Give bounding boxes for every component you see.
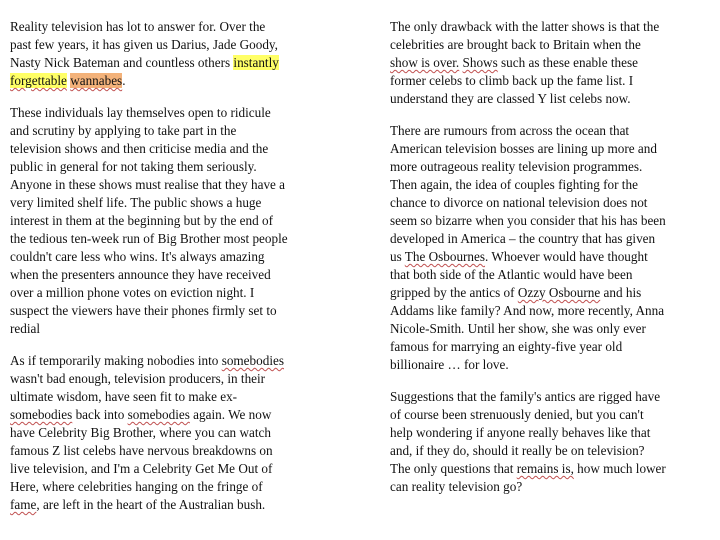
- text-run: have Celebrity Big Brother, where you can watch: [10, 425, 271, 440]
- text-line: [390, 460, 712, 478]
- text-line: [390, 36, 712, 54]
- text-run: can reality television go?: [390, 479, 523, 494]
- misspelled-word: fame: [10, 497, 37, 512]
- text-line: [390, 442, 712, 460]
- paragraph-4: [390, 18, 712, 108]
- text-line: [390, 158, 712, 176]
- paragraph-2: [10, 104, 340, 338]
- text-run: the tedious ten-week run of Big Brother most people: [10, 231, 288, 246]
- text-line: [10, 194, 340, 212]
- text-run: live television, and I'm a Celebrity Get Me Out of: [10, 461, 273, 476]
- text-run: of course been strenuously denied, but you can't: [390, 407, 644, 422]
- text-run: Suggestions that the family's antics are rigged have: [390, 389, 661, 404]
- text-line: [10, 18, 340, 36]
- text-line: [10, 140, 340, 158]
- text-line: [10, 424, 340, 442]
- text-run: The only drawback with the latter shows is that the: [390, 19, 660, 34]
- text-run: seem so bizarre when you consider that his has been: [390, 213, 666, 228]
- text-line: [10, 352, 340, 370]
- text-line: [10, 266, 340, 284]
- text-run: famous Z list celebs have nervous breakdowns on: [10, 443, 273, 458]
- text-line: [10, 284, 340, 302]
- text-line: [10, 248, 340, 266]
- highlighted-misspelled-word: forgettable: [10, 73, 67, 88]
- text-line: [390, 176, 712, 194]
- text-line: [390, 248, 712, 266]
- text-run: American television bosses are lining up more and: [390, 141, 657, 156]
- paragraph-3: [10, 352, 340, 514]
- text-line: [390, 356, 712, 374]
- text-run: famous for marrying an eighty-five year old: [390, 339, 623, 354]
- text-line: [10, 442, 340, 460]
- text-line: [390, 424, 712, 442]
- text-run: As if temporarily making nobodies into: [10, 353, 222, 368]
- text-run: suspect the viewers have their phones firmly set to: [10, 303, 277, 318]
- text-run: over a million phone votes on eviction night. I: [10, 285, 255, 300]
- text-run: developed in America – the country that has given: [390, 231, 656, 246]
- text-line: [10, 158, 340, 176]
- paragraph-5: [390, 122, 712, 374]
- text-run: and scrutiny by applying to take part in the: [10, 123, 237, 138]
- text-line: [390, 338, 712, 356]
- text-run: past few years, it has given us Darius, Jade Goody,: [10, 37, 278, 52]
- text-run: couldn't care less who wins. It's always amazing: [10, 249, 265, 264]
- text-run: . Whoever would have thought: [485, 249, 648, 264]
- text-run: gripped by the antics of: [390, 285, 518, 300]
- text-run: understand they are classed Y list celebs now.: [390, 91, 631, 106]
- text-run: These individuals lay themselves open to ridicule: [10, 105, 271, 120]
- text-line: [390, 230, 712, 248]
- text-line: [10, 104, 340, 122]
- text-line: [10, 370, 340, 388]
- text-run: wasn't bad enough, television producers, in their: [10, 371, 266, 386]
- text-run: Here, where celebrities hanging on the fringe of: [10, 479, 263, 494]
- text-run: very limited shelf life. The public shows a huge: [10, 195, 262, 210]
- text-run: celebrities are brought back to Britain when the: [390, 37, 641, 52]
- grammar-flagged-text: Shows: [462, 55, 498, 70]
- text-run: and, if they do, should it really be on television?: [390, 443, 645, 458]
- text-run: Nicole-Smith. Until her show, she was only ever: [390, 321, 646, 336]
- paragraph-6: [390, 388, 712, 496]
- text-line: [10, 406, 340, 424]
- highlighted-misspelled-word: wannabes: [70, 73, 123, 88]
- text-run: interest in them at the beginning but by the end of: [10, 213, 273, 228]
- text-line: [390, 212, 712, 230]
- text-run: The only questions that: [390, 461, 517, 476]
- text-line: [390, 122, 712, 140]
- text-run: Anyone in these shows must realise that they have a: [10, 177, 286, 192]
- text-run: There are rumours from across the ocean that: [390, 123, 630, 138]
- text-line: [390, 266, 712, 284]
- text-line: [10, 230, 340, 248]
- text-line: [390, 72, 712, 90]
- text-line: [390, 406, 712, 424]
- text-run: Nasty Nick Bateman and countless others: [10, 55, 234, 70]
- text-line: [10, 302, 340, 320]
- text-run: more outrageous reality television programmes.: [390, 159, 643, 174]
- text-line: [10, 212, 340, 230]
- text-line: [10, 54, 340, 72]
- text-line: [390, 320, 712, 338]
- text-line: [10, 478, 340, 496]
- right-column: [390, 18, 712, 510]
- text-line: [10, 320, 340, 338]
- text-line: [10, 388, 340, 406]
- text-run: public in general for not taking them seriously.: [10, 159, 257, 174]
- text-run: back into: [72, 407, 128, 422]
- misspelled-word: Ozzy Osbourne: [517, 285, 601, 300]
- text-run: how much lower: [573, 461, 666, 476]
- text-line: [390, 302, 712, 320]
- text-run: that both side of the Atlantic would have been: [390, 267, 633, 282]
- text-run: billionaire … for love.: [390, 357, 509, 372]
- text-line: [390, 194, 712, 212]
- misspelled-word: The Osbournes: [404, 249, 486, 264]
- text-line: [10, 122, 340, 140]
- text-line: [10, 496, 340, 514]
- left-column: [10, 18, 340, 528]
- text-line: [390, 388, 712, 406]
- text-line: [10, 460, 340, 478]
- text-line: [10, 36, 340, 54]
- text-run: former celebs to climb back up the fame list. I: [390, 73, 634, 88]
- text-run: again. We now: [189, 407, 272, 422]
- text-run: , are left in the heart of the Australian bush.: [36, 497, 266, 512]
- misspelled-word: somebodies: [221, 353, 284, 368]
- text-run: chance to divorce on national television does not: [390, 195, 648, 210]
- text-run: when the presenters announce they have received: [10, 267, 271, 282]
- grammar-flagged-text: show is over.: [390, 55, 460, 70]
- text-line: [390, 140, 712, 158]
- text-run: such as these enable these: [497, 55, 638, 70]
- text-line: [390, 54, 712, 72]
- misspelled-word: somebodies: [127, 407, 190, 422]
- text-line: [390, 284, 712, 302]
- text-line: [10, 176, 340, 194]
- grammar-flagged-text: remains is,: [516, 461, 574, 476]
- text-line: [10, 72, 340, 90]
- text-run: .: [122, 73, 126, 88]
- text-run: television shows and then criticise media and the: [10, 141, 269, 156]
- text-run: help wondering if anyone really behaves like that: [390, 425, 651, 440]
- text-run: ultimate wisdom, have seen fit to make ex-: [10, 389, 238, 404]
- highlighted-text: instantly: [233, 55, 279, 70]
- text-run: and his: [600, 285, 642, 300]
- text-line: [390, 478, 712, 496]
- text-run: Addams like family? And now, more recently, Anna: [390, 303, 665, 318]
- misspelled-word: somebodies: [10, 407, 73, 422]
- text-run: Reality television has lot to answer for. Over the: [10, 19, 266, 34]
- text-run: Then again, the idea of couples fighting for the: [390, 177, 638, 192]
- text-run: us: [390, 249, 405, 264]
- text-run: redial: [10, 321, 41, 336]
- text-line: [390, 90, 712, 108]
- text-line: [390, 18, 712, 36]
- paragraph-1: [10, 18, 340, 90]
